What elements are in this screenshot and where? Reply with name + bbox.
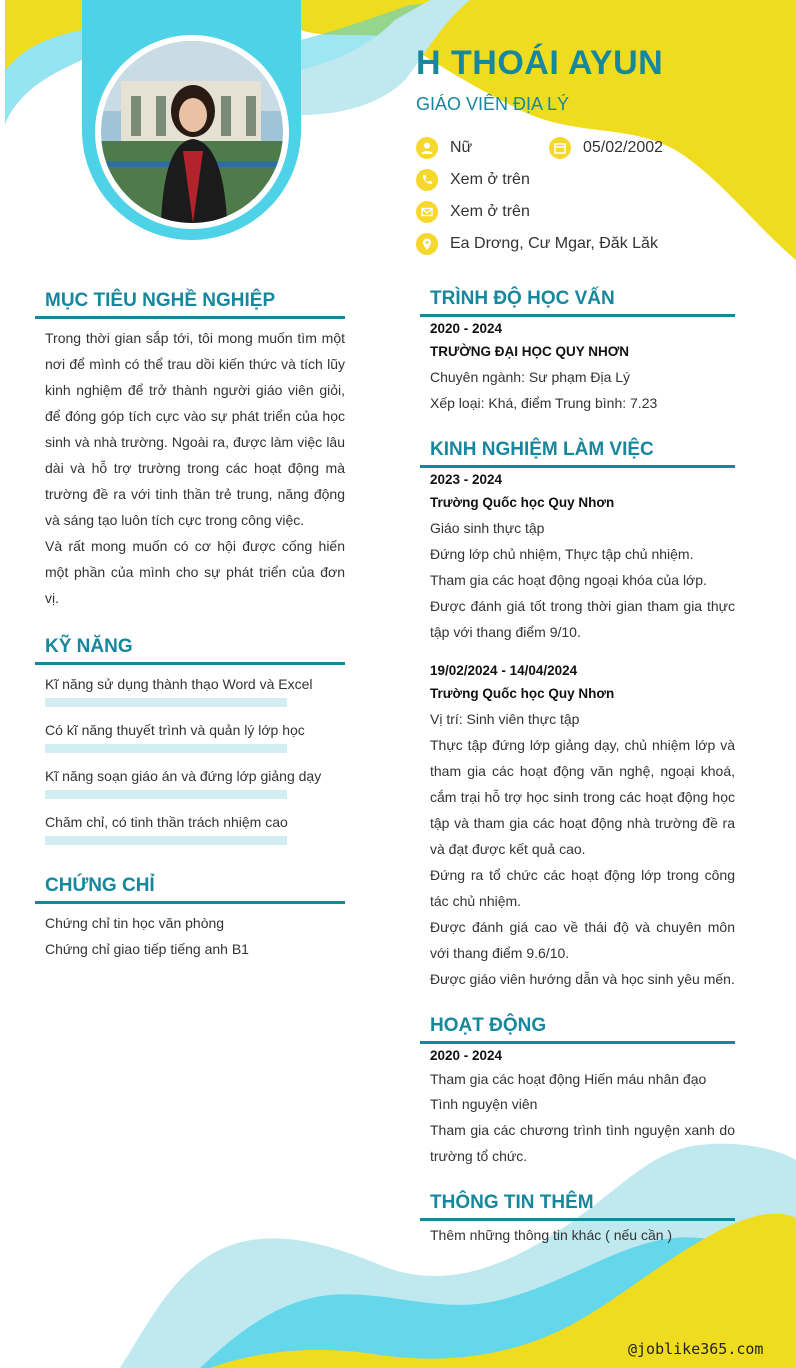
job-period: 2023 - 2024 <box>430 472 503 487</box>
activities-period: 2020 - 2024 <box>430 1048 503 1063</box>
certificates-title: CHỨNG CHỈ <box>35 875 345 904</box>
job-line: Thực tập đứng lớp giảng dạy, chủ nhiệm lớp và tham gia các hoạt động văn nghệ, ngoại khoá, cắm trại hỗ trợ học sinh trong các hoạt động học tập và tham gia các hoạt động nhà trường đề ra và đạt được kết quả cao. <box>430 737 735 857</box>
profile-photo <box>101 41 283 223</box>
job-line: Giáo sinh thực tập <box>430 520 545 536</box>
address-value: Ea Drơng, Cư Mgar, Đăk Lăk <box>450 235 658 252</box>
skill-bar <box>45 744 287 753</box>
phone-icon <box>416 169 438 191</box>
job-line: Tham gia các hoạt động ngoại khóa của lớp. <box>430 572 707 588</box>
job-period: 19/02/2024 - 14/04/2024 <box>430 663 578 678</box>
skill-item: Chăm chỉ, có tinh thần trách nhiệm cao <box>45 814 288 830</box>
skills-title: KỸ NĂNG <box>35 636 345 665</box>
job-line: Đứng lớp chủ nhiệm, Thực tập chủ nhiệm. <box>430 546 694 562</box>
watermark: @joblike365.com <box>628 1340 764 1358</box>
skill-bar <box>45 790 287 799</box>
email-value: Xem ở trên <box>450 203 530 220</box>
skill-item: Kĩ năng sử dụng thành thạo Word và Excel <box>45 676 313 692</box>
job-line: Được đánh giá tốt trong thời gian tham gia thực tập với thang điểm 9/10. <box>430 598 735 640</box>
gender-row <box>416 137 472 159</box>
job-line: Vị trí: Sinh viên thực tập <box>430 711 580 727</box>
gender-value: Nữ <box>450 139 473 156</box>
extra-info-title: THÔNG TIN THÊM <box>420 1192 735 1221</box>
location-pin-icon <box>416 233 438 255</box>
objective-title: MỤC TIÊU NGHỀ NGHIỆP <box>35 290 345 319</box>
objective-paragraph-1: Trong thời gian sắp tới, tôi mong muốn tìm một nơi để mình có thể trau dồi kiến thức và tích lũy kinh nghiệm để trở thành người giáo viên giỏi, để đóng góp tích cực vào sự phát triển của học sinh và nhà trường. Ngoài ra, được làm việc lâu dài và hỗ trợ trường trong các hoạt động mà trường đề ra với tinh thần trẻ trung, năng động và sáng tạo luôn tích cực trong công việc. <box>45 330 345 528</box>
experience-title: KINH NGHIỆM LÀM VIỆC <box>420 439 735 468</box>
address-row <box>416 233 658 255</box>
certificate-item: Chứng chỉ giao tiếp tiếng anh B1 <box>45 941 249 957</box>
activity-line: Tham gia các chương trình tình nguyện xanh do trường tổ chức. <box>430 1122 735 1164</box>
email-row <box>416 201 530 223</box>
dob-row <box>549 137 663 159</box>
skill-item: Kĩ năng soạn giáo án và đứng lớp giảng dạy <box>45 768 322 784</box>
skill-bar <box>45 836 287 845</box>
job-title: GIÁO VIÊN ĐỊA LÝ <box>416 94 570 114</box>
full-name: H THOÁI AYUN <box>416 44 664 82</box>
objective-paragraph-2: Và rất mong muốn có cơ hội được cống hiến một phần của mình cho sự phát triển của đơn vị. <box>45 538 345 606</box>
dob-value: 05/02/2002 <box>583 139 664 156</box>
education-major: Chuyên ngành: Sư phạm Địa Lý <box>430 369 631 385</box>
calendar-icon <box>549 137 571 159</box>
phone-value: Xem ở trên <box>450 171 530 188</box>
education-title: TRÌNH ĐỘ HỌC VẤN <box>420 288 735 317</box>
skill-item: Có kĩ năng thuyết trình và quản lý lớp học <box>45 722 305 738</box>
activities-title: HOẠT ĐỘNG <box>420 1015 735 1044</box>
mail-icon <box>416 201 438 223</box>
extra-info-text: Thêm những thông tin khác ( nếu cần ) <box>430 1227 673 1243</box>
skill-bar <box>45 698 287 707</box>
education-grade: Xếp loại: Khá, điểm Trung bình: 7.23 <box>430 395 658 411</box>
person-icon <box>416 137 438 159</box>
job-line: Đứng ra tổ chức các hoạt động lớp trong công tác chủ nhiệm. <box>430 867 735 909</box>
phone-row <box>416 169 530 191</box>
job-place: Trường Quốc học Quy Nhơn <box>430 495 615 510</box>
job-line: Được giáo viên hướng dẫn và học sinh yêu mến. <box>430 971 735 987</box>
education-period: 2020 - 2024 <box>430 321 503 336</box>
job-place: Trường Quốc học Quy Nhơn <box>430 686 615 701</box>
activity-line: Tình nguyện viên <box>430 1096 538 1112</box>
activity-line: Tham gia các hoạt động Hiến máu nhân đạo <box>430 1071 707 1087</box>
certificate-item: Chứng chỉ tin học văn phòng <box>45 915 225 931</box>
education-school: TRƯỜNG ĐẠI HỌC QUY NHƠN <box>430 344 629 359</box>
job-line: Được đánh giá cao về thái độ và chuyên môn với thang điểm 9.6/10. <box>430 919 735 961</box>
